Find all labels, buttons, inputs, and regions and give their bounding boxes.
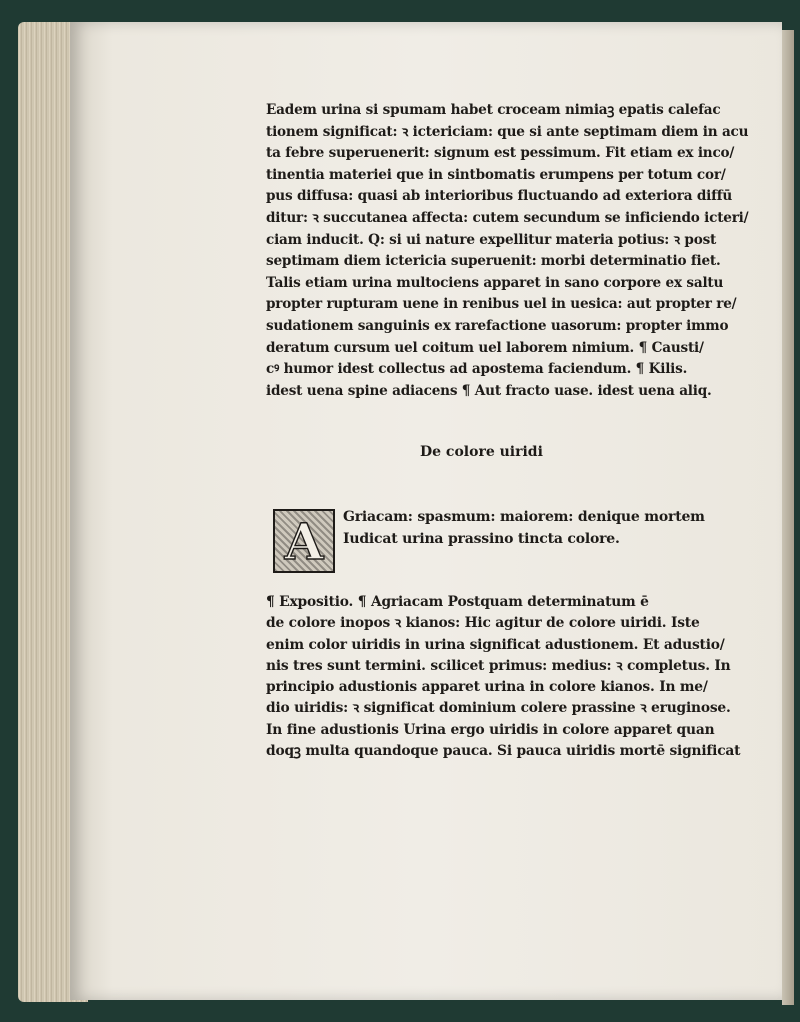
text-line: septimam diem ictericia superuenit: morbi determinatio fiet. <box>266 253 721 270</box>
verse-line: Iudicat urina prassino tincta colore. <box>343 531 620 547</box>
initial-letter: A <box>284 511 324 571</box>
text-line: doqꝫ multa quandoque pauca. Si pauca uiridis mortē significat <box>266 743 741 760</box>
text-line: propter rupturam uene in renibus uel in uesica: aut propter re/ <box>266 296 737 313</box>
text-line: pus diffusa: quasi ab interioribus fluctuando ad exteriora diffū <box>266 188 733 205</box>
text-line: enim color uiridis in urina significat adustionem. Et adustio/ <box>266 636 725 653</box>
text-line: idest uena spine adiacens ¶ Aut fracto uase. idest uena aliq. <box>266 382 712 399</box>
text-line: deratum cursum uel coitum uel laborem nimium. ¶ Causti/ <box>266 339 704 356</box>
text-line: ta febre superuenerit: signum est pessimum. Fit etiam ex inco/ <box>266 145 735 162</box>
verse-block <box>343 506 703 550</box>
text-line: Eadem urina si spumam habet croceam nimiaꝫ epatis calefac <box>266 102 721 118</box>
decorated-initial <box>273 509 335 573</box>
verse-line: Griacam: spasmum: maiorem: denique mortem <box>343 509 705 525</box>
text-line: sudationem sanguinis ex rarefactione uasorum: propter immo <box>266 317 729 334</box>
text-line: de colore inopos ꝛ kianos: Hic agitur de colore uiridi. Iste <box>266 615 700 632</box>
text-line: Talis etiam urina multociens apparet in sano corpore ex saltu <box>266 274 724 291</box>
text-line: ditur: ꝛ succutanea affecta: cutem secundum se inficiendo icteri/ <box>266 209 749 226</box>
text-block-1 <box>266 100 749 402</box>
text-line: principio adustionis apparet urina in colore kianos. In me/ <box>266 679 708 696</box>
section-heading: De colore uiridi <box>420 444 543 460</box>
bleed-through-text <box>268 400 698 486</box>
text-line: cꝰ humor idest collectus ad apostema faciendum. ¶ Kilis. <box>266 361 688 378</box>
text-block-2 <box>266 592 741 762</box>
text-line: tionem significat: ꝛ ictericiam: que si ante septimam diem in acu <box>266 123 749 140</box>
text-line: nis tres sunt termini. scilicet primus: medius: ꝛ completus. In <box>266 657 731 674</box>
text-line: ciam inducit. Q: si ui nature expellitur materia potius: ꝛ post <box>266 231 717 248</box>
text-line: In fine adustionis Urina ergo uiridis in colore apparet quan <box>266 721 715 738</box>
text-line: ¶ Expositio. ¶ Agriacam Postquam determinatum ē <box>266 594 649 610</box>
page-right-edge <box>782 30 794 1005</box>
text-line: dio uiridis: ꝛ significat dominium colere prassine ꝛ eruginose. <box>266 700 731 717</box>
text-line: tinentia materiei que in sintbomatis erumpens per totum cor/ <box>266 166 726 183</box>
